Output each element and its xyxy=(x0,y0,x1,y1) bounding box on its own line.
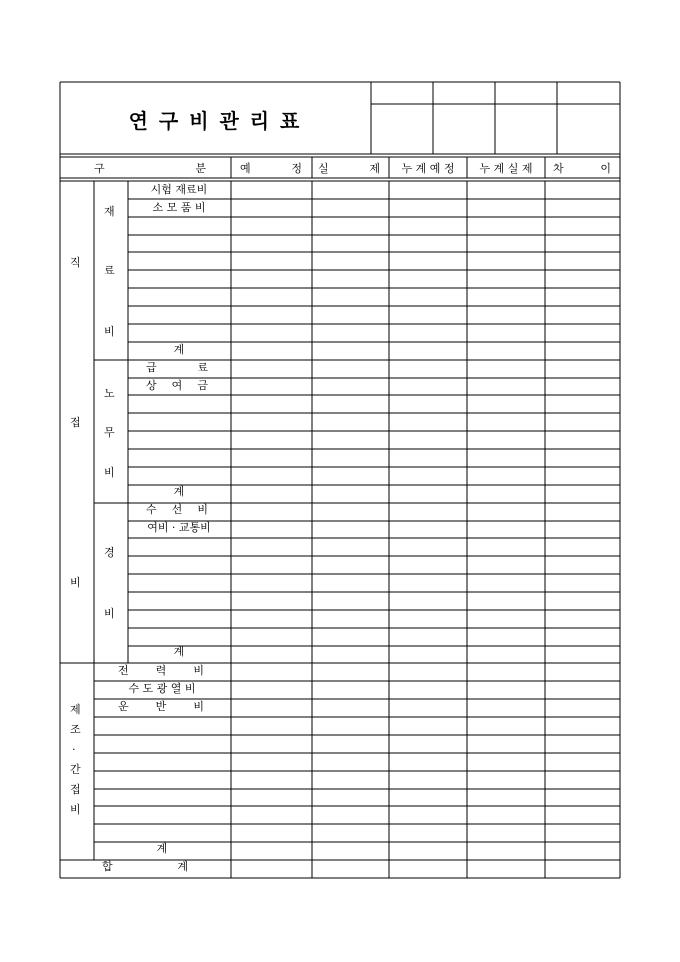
labor-char-1: 노 xyxy=(104,387,115,400)
material-subtotal: 계 xyxy=(173,343,185,356)
header-cumulative-budget: 누 계 예 정 xyxy=(401,162,455,175)
item-travel: 여비 · 교통비 xyxy=(147,521,211,534)
item-test-material: 시험 재료비 xyxy=(150,183,208,196)
labor-subtotal: 계 xyxy=(173,485,185,498)
material-char-2: 료 xyxy=(104,264,115,277)
overhead-char-1: 제 xyxy=(70,703,81,716)
labor-char-2: 무 xyxy=(104,426,115,439)
item-utilities: 수 도 광 열 비 xyxy=(128,682,196,695)
direct-cost-char-1: 직 xyxy=(70,256,81,269)
expense-char-2: 비 xyxy=(104,607,115,620)
header-actual: 실 제 xyxy=(318,162,380,175)
header-difference: 차 이 xyxy=(553,162,611,175)
header-cumulative-actual: 누 계 실 제 xyxy=(479,162,533,175)
item-transport: 운 반 비 xyxy=(118,700,204,713)
overhead-subtotal: 계 xyxy=(156,842,168,855)
item-bonus: 상 여 금 xyxy=(146,379,208,392)
item-repair: 수 선 비 xyxy=(146,503,208,516)
overhead-char-2: 조 xyxy=(70,723,81,736)
direct-cost-char-2: 접 xyxy=(70,416,81,429)
header-budget: 예 정 xyxy=(240,162,302,175)
direct-cost-char-3: 비 xyxy=(70,576,81,589)
header-category: 구 분 xyxy=(94,162,206,175)
overhead-char-4: 간 xyxy=(70,763,81,776)
expense-char-1: 경 xyxy=(104,546,115,559)
material-char-3: 비 xyxy=(104,325,115,338)
item-salary: 급 료 xyxy=(146,361,208,374)
overhead-char-6: 비 xyxy=(70,803,81,816)
item-consumables: 소 모 품 비 xyxy=(152,201,206,214)
material-char-1: 재 xyxy=(104,205,115,218)
labor-char-3: 비 xyxy=(104,466,115,479)
overhead-char-3: · xyxy=(72,743,76,756)
form-title: 연 구 비 관 리 표 xyxy=(128,108,302,133)
item-power: 전 력 비 xyxy=(118,664,204,677)
expense-subtotal: 계 xyxy=(173,645,185,658)
overhead-char-5: 접 xyxy=(70,783,81,796)
grand-total-label: 합 계 xyxy=(102,860,188,873)
